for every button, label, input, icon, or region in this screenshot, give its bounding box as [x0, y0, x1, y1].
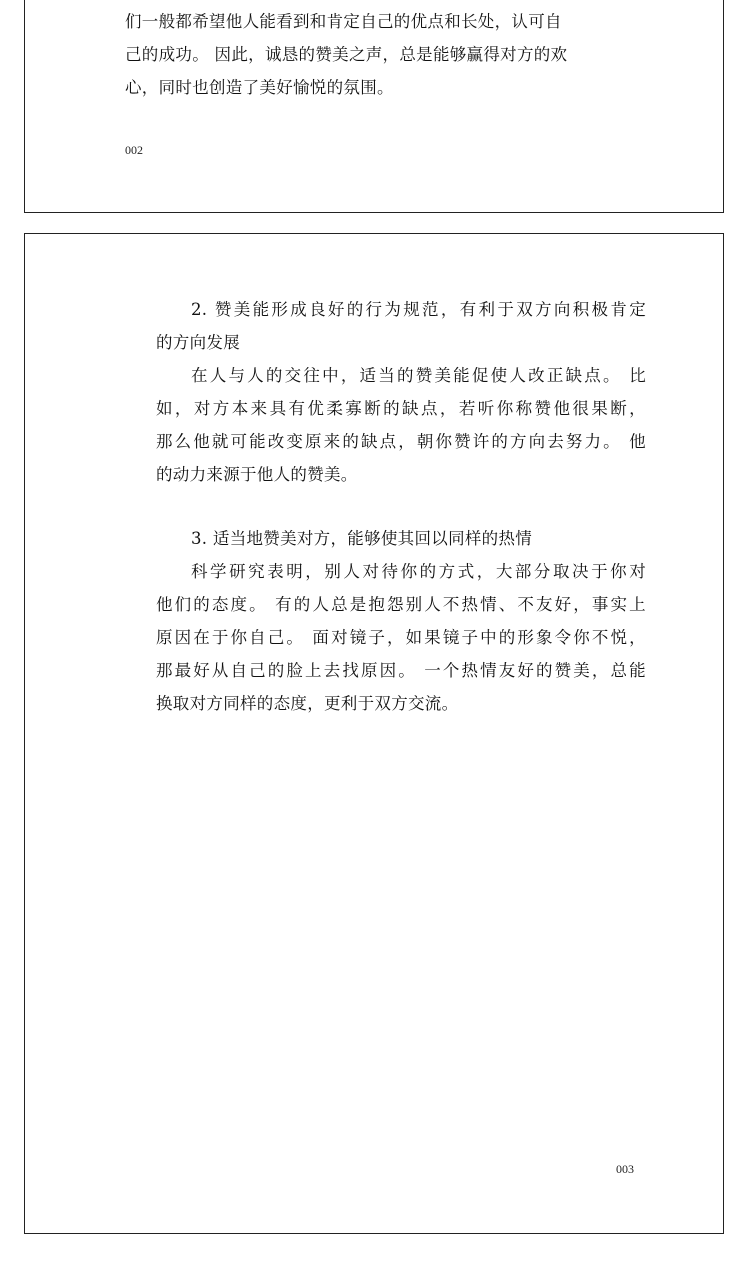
section-3 [156, 522, 646, 720]
page-003 [24, 233, 724, 1234]
page-number: 002 [125, 143, 143, 157]
section-3-body-line: 换取对方同样的态度，更利于双方交流。 [156, 694, 459, 713]
section-2-body-line: 的动力来源于他人的赞美。 [156, 465, 358, 484]
text-line: 心，同时也创造了美好愉悦的氛围。 [125, 78, 394, 97]
section-3-heading: 3. 适当地赞美对方，能够使其回以同样的热情 [191, 529, 533, 548]
page-002 [24, 0, 724, 213]
section-2-heading-line: 的方向发展 [156, 333, 240, 352]
section-2-body-line: 如，对方本来具有优柔寡断的缺点，若听你称赞他很果断， [156, 399, 646, 418]
section-3-body-line: 原因在于你自己。 面对镜子，如果镜子中的形象令你不悦， [156, 628, 646, 647]
page-002-paragraph [125, 5, 625, 104]
section-3-body-line: 科学研究表明，别人对待你的方式，大部分取决于你对 [191, 562, 646, 581]
section-3-body-line: 他们的态度。 有的人总是抱怨别人不热情、不友好，事实上 [156, 595, 646, 614]
page-number: 003 [616, 1162, 634, 1176]
section-3-body-line: 那最好从自己的脸上去找原因。 一个热情友好的赞美，总能 [156, 661, 646, 680]
section-2-body-line: 在人与人的交往中，适当的赞美能促使人改正缺点。 比 [191, 366, 646, 385]
text-line: 己的成功。 因此，诚恳的赞美之声，总是能够赢得对方的欢 [125, 45, 568, 64]
text-line: 们一般都希望他人能看到和肯定自己的优点和长处，认可自 [125, 12, 562, 31]
section-2-heading-line: 2. 赞美能形成良好的行为规范，有利于双方向积极肯定 [191, 300, 646, 319]
section-2-body-line: 那么他就可能改变原来的缺点，朝你赞许的方向去努力。 他 [156, 432, 646, 451]
section-2 [156, 293, 646, 491]
